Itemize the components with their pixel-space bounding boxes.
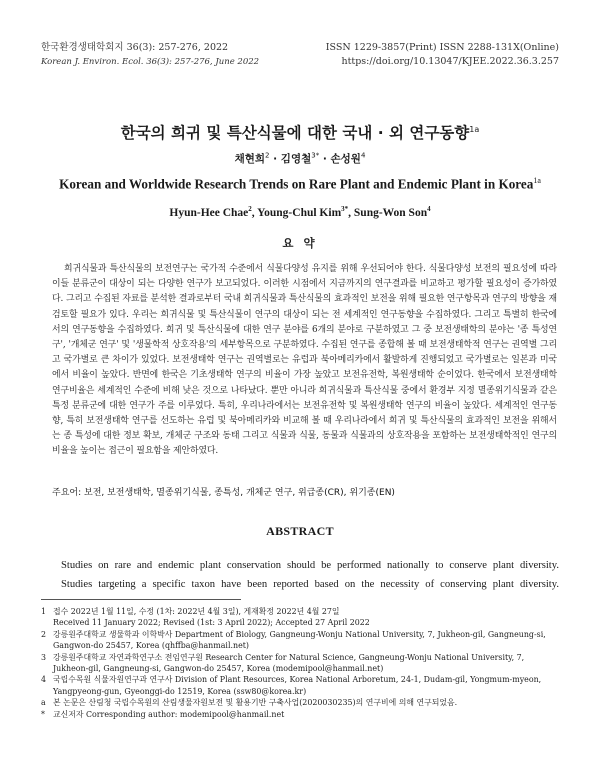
footnote-text: 강릉원주대학교 생물학과 이학박사 Department of Biology, Gangneung-Wonju National University, 7, Jukheon-gil, Gangneung-si, bbox=[53, 629, 546, 639]
author-kr-3-affil: 4 bbox=[360, 151, 366, 160]
footnote-3 bbox=[41, 652, 571, 675]
footnote-mark: a bbox=[41, 698, 46, 708]
author-kr-3: 손성원 bbox=[330, 153, 361, 165]
footnote-text: Jukheon-gil, Gangneung-si, Gangwon-do 25457, Korea (modemipool@hanmail.net) bbox=[53, 664, 384, 674]
abstract-english-body bbox=[41, 557, 559, 594]
footnote-mark: * bbox=[41, 709, 45, 719]
footnote-mark: 2 bbox=[41, 629, 47, 639]
korean-abstract-heading: 요 약 bbox=[282, 236, 318, 250]
footnote-text: 본 논문은 산림청 국립수목원의 산림생물자원보전 및 활용기반 구축사업(2020030235)의 연구비에 의해 연구되었음. bbox=[53, 698, 458, 708]
author-separator: · bbox=[319, 153, 331, 165]
footnote-funding bbox=[41, 697, 571, 708]
journal-citation-kr: 한국환경생태학회지 36(3): 257-276, 2022 bbox=[41, 42, 229, 53]
title-english bbox=[0, 176, 600, 192]
footnote-text: Yangpyeong-gun, Gyeonggi-do 12519, Korea (ssw80@korea.kr) bbox=[53, 686, 307, 696]
title-english-text: Korean and Worldwide Research Trends on Rare Plant and Endemic Plant in Korea bbox=[59, 176, 534, 192]
title-korean-text: 한국의 희귀 및 특산식물에 대한 국내 · 외 연구동향 bbox=[120, 124, 470, 142]
author-kr-2: 김영철 bbox=[280, 153, 312, 165]
abstract-english-line-1: Studies on rare and endemic plant conservation should be performed nationally to conserve plant diversity. bbox=[61, 560, 559, 571]
footnote-text: 국립수목원 식물자원연구과 연구사 Division of Plant Resources, Korea National Arboretum, 24-1, Dudam-gil, Yongmum-myeon, bbox=[53, 675, 542, 685]
footnote-text: Gangwon-do 25457, Korea (qhffba@hanmail.net) bbox=[53, 641, 249, 651]
authors-korean bbox=[0, 151, 600, 166]
footnote-2 bbox=[41, 629, 571, 652]
footnote-text: Received 11 January 2022; Revised (1st: 3 April 2022); Accepted 27 April 2022 bbox=[53, 618, 370, 628]
footnote-corresponding bbox=[41, 709, 571, 720]
author-kr-1-affil: 2 bbox=[265, 151, 270, 160]
footnote-1 bbox=[41, 606, 571, 629]
author-en-1: Hyun-Hee Chae bbox=[169, 206, 249, 219]
journal-identifiers bbox=[326, 41, 559, 69]
author-en-2-affil: 3* bbox=[341, 205, 349, 213]
abstract-heading: ABSTRACT bbox=[266, 524, 334, 538]
doi-link[interactable]: https://doi.org/10.13047/KJEE.2022.36.3.257 bbox=[341, 56, 559, 67]
author-en-2: Young-Chul Kim bbox=[257, 206, 342, 219]
issn: ISSN 1229-3857(Print) ISSN 2288-131X(Online) bbox=[325, 42, 559, 53]
footnote-mark: 1 bbox=[41, 607, 47, 616]
footnote-text: 접수 2022년 1월 11일, 수정 (1차: 2022년 4월 3일), 게재확정 2022년 4월 27일 bbox=[53, 607, 340, 616]
title-korean-footnote-mark: 1a bbox=[469, 124, 480, 134]
journal-citation-en: Korean J. Environ. Ecol. 36(3): 257-276, June 2022 bbox=[41, 57, 260, 67]
author-en-1-affil: 2 bbox=[248, 205, 252, 213]
korean-abstract-body: 희귀식물과 특산식물의 보전연구는 국가적 수준에서 식물다양성 유지를 위해 우선되어야 한다. 식물다양성 보전의 필요성에 따라 이들 분류군이 대상이 되는 다양한 연구가 보고되었다. 이러한 시점에서 지금까지의 연구결과를 비교하고 평가할 필요성이 증가하였다. 그리고 수집된 자료를 분석한 결과로부터 국내 희귀식물과 특산식물의 효과적인 보전을 위해 필요한 연구항목과 연구의 방향을 재검토할 필요가 있다. 우리는 희귀식물 및 특산식물이 연구의 대상이 되는 전 세계적인 연구동향을 수집하였다. 그리고 특별히 한국에서의 연구동향을 수집하였다. 희귀 및 특산식물에 대한 연구 분야를 6개의 분야로 구분하였고 그 중 보전생태학의 분야는 '종 특성연구', '개체군 연구' 및 '생물학적 상호작용'의 세부항목으로 구분하였다. 수집된 연구를 종합해 볼 때 보전생태학적 연구는 권역별 그리고 국가별로 큰 차이가 있었다. 보전생태학 연구는 권역별로는 유럽과 북아메리카에서 활발하게 진행되었고 국가별로는 일본과 미국에서 비율이 높았다. 반면에 한국은 기초생태학 연구의 비율이 가장 높았고 보전유전학, 복원생태학 순이었다. 한국에서 보전생태학 연구비율은 세계적인 수준에 비해 낮은 것으로 나타났다. 뿐만 아니라 희귀식물과 특산식물 중에서 환경부 지정 멸종위기식물과 같은 특정 분류군에 대한 연구가 주를 이루었다. 특히, 우리나라에서는 보전유전학 및 복원생태학 연구의 비율이 높았다. 세계적인 연구동향, 특히 보전생태학 연구를 선도하는 유럽 및 북아메리카와 비교해 볼 때 우리나라에서 희귀 및 특산식물의 효과적인 보전을 위해서는 종 특성에 대한 정보 확보, 개체군 구조와 동태 그리고 식물과 식물, 동물과 식물과의 상호작용을 포함하는 보전생태학적인 연구의 비율을 높이는 접근이 필요함을 제안하였다. bbox=[52, 264, 557, 457]
keywords-label: 주요어: bbox=[52, 488, 82, 498]
abstract-english-line-2: Studies targeting a specific taxon have been reported based on the necessity of conserving plant diversity. bbox=[61, 578, 559, 590]
footnote-mark: 3 bbox=[41, 652, 47, 662]
footnote-text: 교신저자 Corresponding author: modemipool@hanmail.net bbox=[53, 709, 285, 719]
title-english-footnote-mark: 1a bbox=[533, 176, 541, 185]
keywords-list: 보전, 보전생태학, 멸종위기식물, 종특성, 개체군 연구, 위급종(CR), 위기종(EN) bbox=[84, 488, 395, 498]
author-kr-1: 채현희 bbox=[234, 153, 266, 165]
footnote-text: 강릉원주대학교 자연과학연구소 전임연구원 Research Center for Natural Science, Gangneung-Wonju National University, 7, bbox=[53, 652, 525, 662]
author-separator: · bbox=[269, 153, 281, 165]
keywords bbox=[52, 485, 557, 498]
journal-citation bbox=[41, 41, 259, 69]
author-kr-2-affil: 3* bbox=[311, 151, 320, 160]
footnote-4 bbox=[41, 674, 571, 697]
author-en-3-affil: 4 bbox=[427, 205, 431, 213]
footnote-mark: 4 bbox=[41, 675, 47, 685]
author-en-3: Sung-Won Son bbox=[353, 206, 428, 219]
footnote-divider bbox=[41, 599, 241, 600]
authors-english: Hyun-Hee Chae$^2$, Young-Chul Kim$^{3*}$, Sung-Won Son$^4$ bbox=[169, 205, 431, 219]
footnotes bbox=[41, 606, 571, 720]
title-korean bbox=[0, 121, 600, 143]
